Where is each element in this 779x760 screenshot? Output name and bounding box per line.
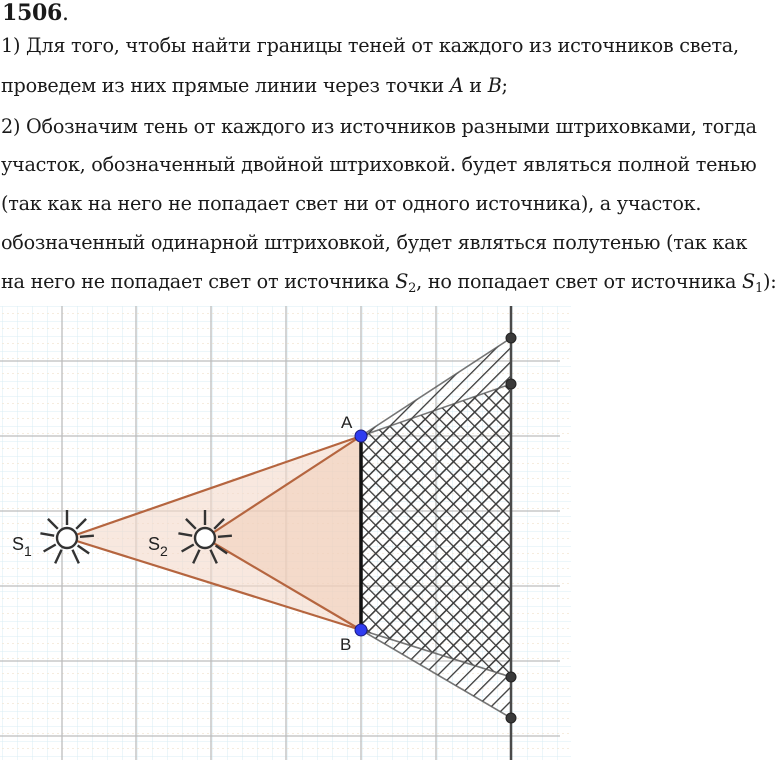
text-line-3: 2) Обозначим тень от каждого из источников разными штриховками, тогда — [1, 115, 757, 138]
label-s1: $S_1$ — [12, 534, 32, 559]
label-a: A — [341, 413, 353, 432]
point-b-ref: B — [487, 74, 502, 97]
text-line-2: проведем из них прямые линии через точки A и B; — [1, 74, 508, 97]
source-s1-ref: $S_1$ — [742, 270, 763, 296]
text-line-4: участок, обозначенный двойной штриховкой. будет являться полной тенью — [1, 153, 757, 176]
label-b: B — [340, 635, 352, 654]
text-line-1: 1) Для того, чтобы найти границы теней от каждого из источников света, — [1, 34, 739, 57]
text-line-6: обозначенный одинарной штриховкой, будет являться полутенью (так как — [1, 231, 748, 254]
problem-number: 1506. — [2, 0, 69, 26]
text-line-7: на него не попадает свет от источника $S_2$, но попадает свет от источника $S_1$): — [1, 270, 777, 296]
shadow-diagram — [0, 306, 779, 760]
point-a-ref: A — [449, 74, 464, 97]
label-s2: $S_2$ — [148, 534, 168, 559]
point-a — [355, 430, 367, 442]
source-s2-ref: $S_2$ — [395, 270, 417, 296]
point-b — [355, 624, 367, 636]
text-line-5: (так как на него не попадает свет ни от одного источника), а участок. — [1, 192, 702, 215]
